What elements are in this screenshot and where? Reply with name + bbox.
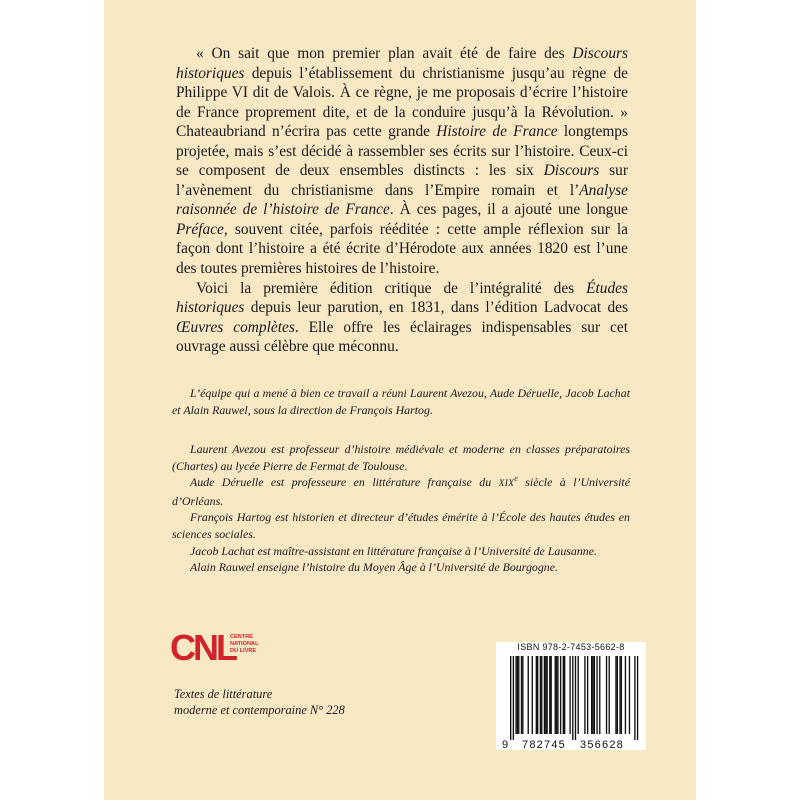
barcode-bar [510,656,511,740]
bio-avezou: Laurent Avezou est professeur d’histoire médiévale et moderne en classes préparatoires (Chartes) au lycée Pierre de Fermat de Toulouse. [172,442,630,473]
barcode-bar [557,656,558,734]
barcode-bar [594,656,595,734]
series-info [174,686,414,719]
cnl-logo-text-1: CENTRE [230,634,253,640]
barcode-bar [522,656,523,734]
barcode-bar [569,656,570,734]
barcode-bar [596,656,597,734]
barcode-bar [584,656,585,734]
barcode-bar [563,656,564,734]
barcode-bar [587,656,588,734]
barcode-bar [572,656,573,740]
team-credit-text: L’équipe qui a mené à bien ce travail a réuni Laurent Avezou, Aude Déruelle, Jacob Lachat et Alain Rauwel, sous la direction de François Hartog. [172,386,630,417]
barcode-bar [556,656,557,734]
barcode-bar [518,656,519,734]
barcode-bar [545,656,546,734]
bio-lachat: Jacob Lachat est maître-assistant en littérature française à l’Université de Lausanne. [190,543,597,558]
barcode-bar [537,656,538,734]
barcode-bar [575,656,576,740]
blurb-paragraph: Voici la première édition critique de l’intégralité des Études historiques depuis leur parution, en 1831, dans l’édition Ladvocat des Œuvres complètes. Elle offre les éclairages indispensables sur cet ouvrage aussi célèbre que méconnu. [176,279,628,356]
blurb-paragraph: « On sait que mon premier plan avait été de faire des Discours historiques depuis l’établissement du christianisme jusqu’au règne de Philippe VI dit de Valois. À ce règne, je me proposais d’écrire l’histoire de France proprement dite, et de la conduire jusqu’à la Révolution. » Chateaubriand n’écrira pas cette grande Histoire de France longtemps projetée, mais s’est décidé à rassembler ses écrits sur l’histoire. Ceux-ci se composent de deux ensembles distincts : les six Discours sur l’avènement du christianisme dans l’Empire romain et l’Analyse raisonnée de l’histoire de France. À ces pages, il a ajouté une longue Préface, souvent citée, parfois rééditée : cette ample réflexion sur la façon dont l’histoire a été écrite d’Hérodote aux années 1820 est l’une des toutes premières histoires de l’histoire. [176,45,628,278]
isbn-barcode-block [496,642,646,750]
back-cover-blurb [176,44,628,357]
cnl-logo-text-2: NATIONAL [230,641,259,647]
barcode-bar [517,656,518,734]
barcode-bar [521,656,522,734]
barcode-bar [578,656,579,734]
bio-deruelle: Aude Déruelle est professeure en littérature française du XIXe siècle à l’Université d’Orléans. [172,474,630,508]
bio-rauwel: Alain Rauwel enseigne l’histoire du Moyen Âge à l’Université de Bourgogne. [190,560,558,575]
barcode-bar [515,656,516,734]
barcode-bar [536,656,537,734]
barcode-digits-left: 782745 [522,739,566,750]
barcode-bar [599,656,600,734]
barcode-digit-first: 9 [502,739,509,750]
barcode [496,654,646,750]
barcode-bar [606,656,607,734]
barcode-bar [625,656,626,734]
series-line-1: Textes de littérature [174,687,273,701]
contributor-bios [172,441,630,576]
barcode-bar [560,656,561,734]
cnl-logo-text-3: DU LIVRE [230,648,257,654]
barcode-bar [549,656,550,734]
barcode-bar [564,656,565,734]
book-back-cover [104,0,696,800]
barcode-bar [609,656,610,734]
barcode-bar [592,656,593,734]
barcode-bar [621,656,622,734]
barcode-bar [617,656,618,734]
barcode-bar [637,656,638,740]
barcode-bar [513,656,514,740]
barcode-bar [532,656,533,734]
isbn-label: ISBN 978-2-7453-5662-8 [517,642,625,652]
barcode-bar [541,656,542,734]
barcode-bar [615,656,616,734]
barcode-bar [528,656,529,734]
barcode-bar [551,656,552,734]
barcode-bar [540,656,541,734]
barcode-bar [546,656,547,734]
cnl-logo [170,627,260,665]
barcode-bar [544,656,545,734]
team-credit [172,385,630,418]
series-line-2: moderne et contemporaine N° 228 [174,703,345,718]
barcode-bar [634,656,635,740]
bio-hartog: François Hartog est historien et directeur d’études émérite à l’École des hautes études en sciences sociales. [172,510,630,541]
barcode-bar [629,656,630,734]
barcode-digits-right: 356628 [580,739,624,750]
cnl-logo-letters: CNL [170,627,235,665]
barcode-bar [555,656,556,734]
barcode-bar [619,656,620,734]
barcode-bar [591,656,592,734]
